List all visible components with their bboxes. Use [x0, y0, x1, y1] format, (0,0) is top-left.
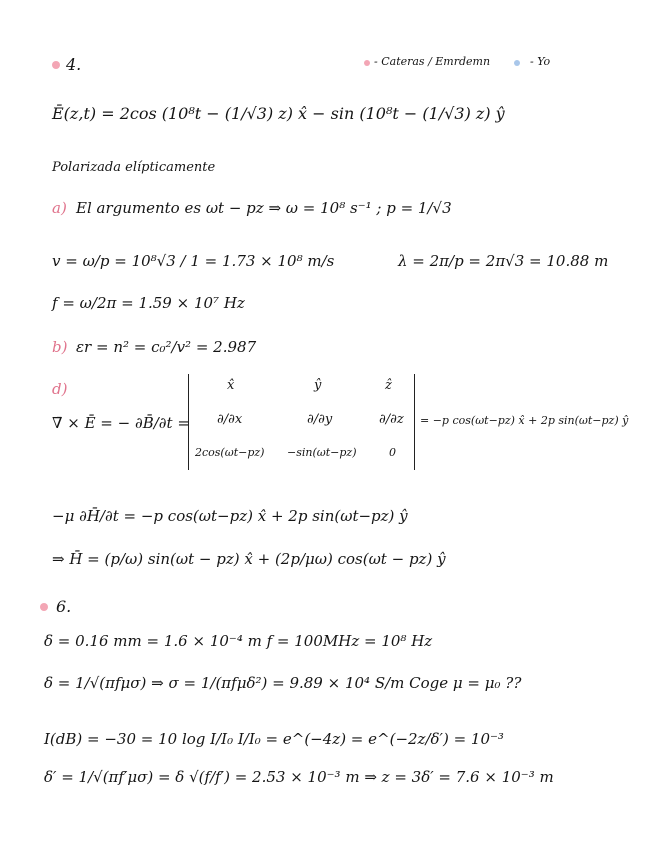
label-d: d) — [52, 380, 68, 398]
matrix-r2-c2: ∂/∂y — [307, 412, 333, 427]
curl-lhs: ∇̄ × Ē = − ∂B̄/∂t = — [52, 414, 190, 432]
matrix-r3-c3: 0 — [389, 446, 396, 459]
mu-line: −μ ∂H̄/∂t = −p cos(ωt−pz) x̂ + 2p sin(ωt−pz) ŷ — [52, 507, 408, 525]
curl-determinant — [188, 374, 415, 470]
bullet-dot-4 — [52, 61, 60, 69]
frequency-line: f = ω/2π = 1.59 × 10⁷ Hz — [52, 294, 245, 312]
matrix-r3-c2: −sin(ωt−pz) — [287, 446, 357, 459]
curl-rhs: = −p cos(ωt−pz) x̂ + 2p sin(ωt−pz) ŷ — [420, 414, 629, 427]
legend-blue-dot — [514, 60, 520, 66]
legend-blue-label: - Yo — [530, 55, 551, 68]
p6-line-2: δ = 1/√(πfμσ) ⇒ σ = 1/(πfμδ²) = 9.89 × 10⁴ S/m Coge μ = μ₀ ?? — [44, 674, 522, 692]
matrix-r2-c3: ∂/∂z — [379, 412, 404, 427]
matrix-r3-c1: 2cos(ωt−pz) — [195, 446, 265, 459]
velocity-line: v = ω/p = 10⁸√3 / 1 = 1.73 × 10⁸ m/s — [52, 252, 335, 270]
legend-pink-dot — [364, 60, 370, 66]
matrix-r1-c2: ŷ — [314, 378, 322, 393]
equation-E: Ē(z,t) = 2cos (10⁸t − (1/√3) z) x̂ − sin (10⁸t − (1/√3) z) ŷ — [52, 104, 505, 123]
bullet-dot-6 — [40, 603, 48, 611]
permittivity-line: εr = n² = c₀²/v² = 2.987 — [76, 338, 257, 356]
legend-pink-label: - Cateras / Emrdemn — [374, 55, 491, 68]
p6-line-4: δ′ = 1/√(πf′μσ) = δ √(f/f′) = 2.53 × 10⁻³ m ⇒ z = 3δ′ = 7.6 × 10⁻³ m — [44, 768, 554, 786]
matrix-r1-c1: x̂ — [227, 378, 235, 393]
p6-line-1: δ = 0.16 mm = 1.6 × 10⁻⁴ m f = 100MHz = 10⁸ Hz — [44, 632, 433, 650]
problem-number-4: 4. — [66, 55, 82, 74]
problem-number-6: 6. — [56, 597, 72, 616]
p6-line-3: I(dB) = −30 = 10 log I/I₀ I/I₀ = e^(−4z) = e^(−2z/δ′) = 10⁻³ — [44, 730, 504, 748]
wavelength-line: λ = 2π/p = 2π√3 = 10.88 m — [398, 252, 609, 270]
matrix-r1-c3: ẑ — [385, 378, 392, 393]
a-argument: El argumento es ωt − pz ⇒ ω = 10⁸ s⁻¹ ; p = 1/√3 — [76, 199, 452, 217]
H-field-line: ⇒ H̄ = (p/ω) sin(ωt − pz) x̂ + (2p/μω) cos(ωt − pz) ŷ — [52, 550, 446, 568]
matrix-r2-c1: ∂/∂x — [217, 412, 243, 427]
label-b: b) — [52, 338, 68, 356]
heading-polarization: Polarizada elípticamente — [52, 160, 216, 175]
label-a: a) — [52, 199, 67, 217]
